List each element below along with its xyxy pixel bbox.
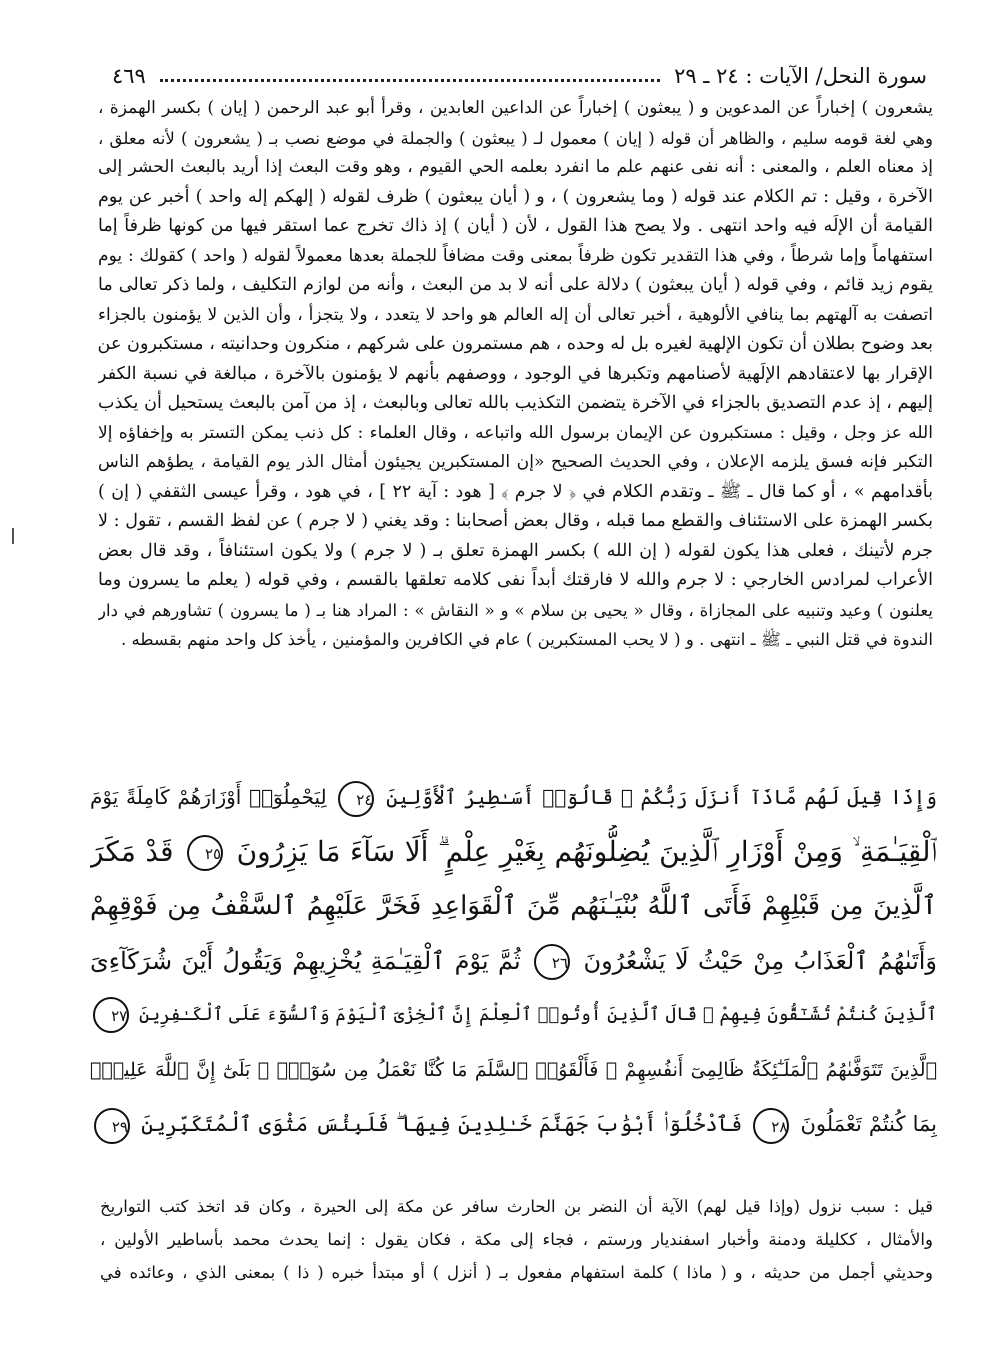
ayah-number-marker: ٢٤ — [338, 781, 374, 817]
verse-line — [90, 770, 937, 825]
commentary-line: الإقرار بها لاعتقادهم الإلَهية لأصنامهم وتكبرها في الوجود ، ووصفهم بأنهم لا يؤمنون بالآخرة ، مبالغة في نسبة الكفر — [98, 363, 933, 384]
ayah-number-marker: ٢٥ — [187, 835, 223, 871]
commentary-line: اتصفت به آلهتهم بما ينافي الألوهية ، أخبر تعالى أن إله العالم هو واحد لا يتعدد ، ولا يتجزأ ، وأن الذين لا يؤمنون بالجزاء — [98, 304, 933, 325]
commentary-text — [98, 94, 933, 655]
page-number: ٤٦٩ — [112, 64, 146, 88]
verse-text: وَإِذَا قِيلَ لَهُم مَّاذَآ أَنزَلَ رَبُّكُمْ ۙ قَالُوٓا۟ أَسَـٰطِيرُ ٱلْأَوَّلِينَ — [386, 785, 937, 809]
verse-line — [90, 825, 937, 880]
commentary-line: بأقدامهم » ، أو كما قال ـ ﷺ ـ وتقدم الكلام في ﴿ لا جرم ﴾ [ هود : آية ٢٢ ] ، في هود ، وقرأ عيسى الثقفي ( إن ) — [98, 481, 933, 502]
commentary-line: يشعرون ) إخباراً عن المدعوين و ( يبعثون ) إخباراً عن الداعين العابدين ، وقرأ أبو عبد الرحمن ( إيان ) بكسر الهمزة ، — [98, 98, 933, 118]
verse-line — [90, 934, 937, 989]
verse-text: فَٱدْخُلُوٓا۟ أَبْوَٰبَ جَهَنَّمَ خَـٰلِدِينَ فِيهَا ۖ فَلَبِئْسَ مَثْوَى ٱلْمُتَكَبِّرِينَ — [141, 1112, 743, 1136]
commentary-line: استفهاماً وإما شرطاً ، وفي هذا التقدير تكون ظرفاً بمعنى وقت مضافاً للجملة بعدها معمولاً لقوله ( واحد ) كقولك : يوم — [98, 245, 933, 266]
commentary-line: الأعراب لمرادس الخارجي : لا جرم والله لا فارقتك أبداً نفى كلامه تعلقها بالقسم ، وفي قوله ( يعلم ما يسرون وما — [98, 570, 933, 590]
commentary-line: يعلنون ) وعيد وتنبيه على المجازاة ، وقال « يحيى بن سلام » و « النقاش » : المراد هنا بـ ( ما يسرون ) تشاورهم في دار — [98, 600, 933, 620]
verse-text: وَأَتَىٰهُمُ ٱلْعَذَابُ مِنْ حَيْثُ لَا يَشْعُرُونَ — [583, 946, 937, 975]
ayah-number-marker: ٢٦ — [534, 944, 570, 980]
margin-mark — [12, 528, 14, 544]
verse-line — [90, 1043, 937, 1098]
header-dot-leader — [160, 79, 660, 82]
footnotes-text — [100, 1190, 933, 1289]
verse-text: ٱلَّذِينَ مِن قَبْلِهِمْ فَأَتَى ٱللَّهُ بُنْيَـٰنَهُم مِّنَ ٱلْقَوَاعِدِ فَخَرَّ عَلَيْهِمُ ٱلسَّقْفُ مِن فَوْقِهِمْ — [90, 891, 937, 921]
verse-line — [90, 988, 937, 1043]
verse-text: قَدْ مَكَرَ — [90, 834, 174, 868]
footnote-line: وحديثي أجمل من حديثه ، و ( ماذا ) كلمة استفهام مفعول بـ ( أنزل ) أو مبتدأ خبره ( ذا ) بمعنى الذي ، وعائده في — [100, 1263, 933, 1282]
verse-text: بِمَا كُنتُمْ تَعْمَلُونَ — [800, 1112, 937, 1136]
ayah-number-marker: ٢٧ — [93, 997, 129, 1033]
footnote-line: والأمثال ، ككليلة ودمنة وأخبار اسفنديار ورستم ، فجاء إلى مكة ، فكان يقول : إنما يحدث محمد بأساطير الأولين ، — [100, 1230, 933, 1249]
commentary-line: بعد وضوح بطلان أن تكون الإلهية لغيره بل له وحده ، هم مستمرون على شركهم ، منكرون وحدانيته ، مستكبرون عن — [98, 334, 933, 354]
commentary-line: بكسر الهمزة على الاستئناف والقطع مما قبله ، وقال بعض أصحابنا : وقد يغني ( لا جرم ) عن لفظ القسم ، تقول : لا — [98, 511, 933, 531]
ayah-number-marker: ٢٨ — [753, 1108, 789, 1144]
verse-text: ٱلَّذِينَ تَتَوَفَّىٰهُمُ ٱلْمَلَـٰٓئِكَةُ ظَالِمِىٓ أَنفُسِهِمْ ۖ فَأَلْقَوُا۟ ٱلسَّلَمَ مَا كُنَّا نَعْمَلُ مِن سُوٓءٍۭ ۚ بَلَىٰٓ إِنَّ ٱللَّهَ عَلِيمٌۢ — [90, 1058, 937, 1081]
verse-text: ٱلَّذِينَ كُنتُمْ تُشَـٰٓقُّونَ فِيهِمْ ۚ قَالَ ٱلَّذِينَ أُوتُوا۟ ٱلْعِلْمَ إِنَّ ٱلْخِزْىَ ٱلْيَوْمَ وَٱلسُّوٓءَ عَلَى ٱلْكَـٰفِرِينَ — [138, 1004, 937, 1025]
ayah-number-marker: ٢٩ — [94, 1108, 130, 1144]
commentary-paragraph — [98, 94, 933, 655]
verse-text: لِيَحْمِلُوٓا۟ أَوْزَارَهُمْ كَامِلَةً يَوْمَ — [90, 785, 327, 809]
surah-title: سورة النحل/ الآيات : ٢٤ ـ ٢٩ — [674, 64, 927, 88]
commentary-line: يقوم زيد قائم ، وفي قوله ( أيان يبعثون ) دلالة على أنه لا بد من البعث ، وأنه من لوازم التكليف ، ولما ذكر تعالى ما — [98, 275, 933, 295]
footnote-line: قيل : سبب نزول (وإذا قيل لهم) الآية أن النضر بن الحارث سافر عن مكة إلى الحيرة ، وكان قد اتخذ كتب التواريخ — [100, 1197, 933, 1216]
verse-line — [90, 1097, 937, 1152]
commentary-line: إليهم ، إذ عدم التصديق بالجزاء في الآخرة يتضمن التكذيب بالله تعالى وبالبعث ، إذ من آمن بالبعث يستحيل أن يكذب — [98, 393, 933, 413]
commentary-line: التكبر فإنه فسق يلزمه الإعلان ، وفي الحديث الصحيح «إن المستكبرين يجيئون أمثال الذر يوم القيامة ، يطؤهم الناس — [98, 452, 933, 472]
commentary-line: الندوة في قتل النبي ـ ﷺ ـ انتهى . و ( لا يحب المستكبرين ) عام في الكافرين والمؤمنين ، يأخذ كل واحد منهم بقسطه . — [120, 630, 933, 649]
verse-text: ثُمَّ يَوْمَ ٱلْقِيَـٰمَةِ يُخْزِيهِمْ وَيَقُولُ أَيْنَ شُرَكَآءِىَ — [90, 946, 521, 975]
commentary-line: جرم لأتينك ، فعلى هذا يكون لقوله ( إن الله ) بكسر الهمزة تعلق بـ ( لا جرم ) ولا يكون استئنافاً ، وقد قال بعض — [98, 540, 933, 561]
verse-text: ٱلْقِيَـٰمَةِ ۙ وَمِنْ أَوْزَارِ ٱلَّذِينَ يُضِلُّونَهُم بِغَيْرِ عِلْمٍ ۗ أَلَا سَآءَ مَا يَزِرُونَ — [236, 834, 937, 868]
quran-verses-block — [90, 770, 937, 1152]
commentary-line: الله عز وجل ، وقيل : مستكبرون عن الإيمان برسول الله واتباعه ، وقال العلماء : كل ذنب يمكن التستر به وإخفاؤه إلا — [98, 422, 933, 443]
commentary-line: الآخرة ، وقيل : تم الكلام عند قوله ( وما يشعرون ) ، و ( أيان يبعثون ) ظرف لقوله ( إلهكم إله واحد ) أخبر عن يوم — [98, 186, 933, 207]
footnotes-paragraph — [100, 1190, 933, 1289]
commentary-line: القيامة أن الإلَه فيه واحد انتهى . ولا يصح هذا القول ، لأن ( أيان ) إذ ذاك تخرج عما استقر فيها من كونها ظرفاً إما — [98, 216, 933, 236]
commentary-line: إذ معناه العلم ، والمعنى : أنه نفى عنهم علم ما انفرد بعلمه الحي القيوم ، وهو وقت البعث إذا أريد بالبعث الحشر إلى — [98, 157, 933, 177]
page-header — [112, 50, 927, 90]
verse-line — [90, 879, 937, 934]
commentary-line: وهي لغة قومه سليم ، والظاهر أن قوله ( إيان ) معمول لـ ( يبعثون ) والجملة في موضع نصب بـ ( يشعرون ) لأنه معلق ، — [98, 128, 933, 148]
